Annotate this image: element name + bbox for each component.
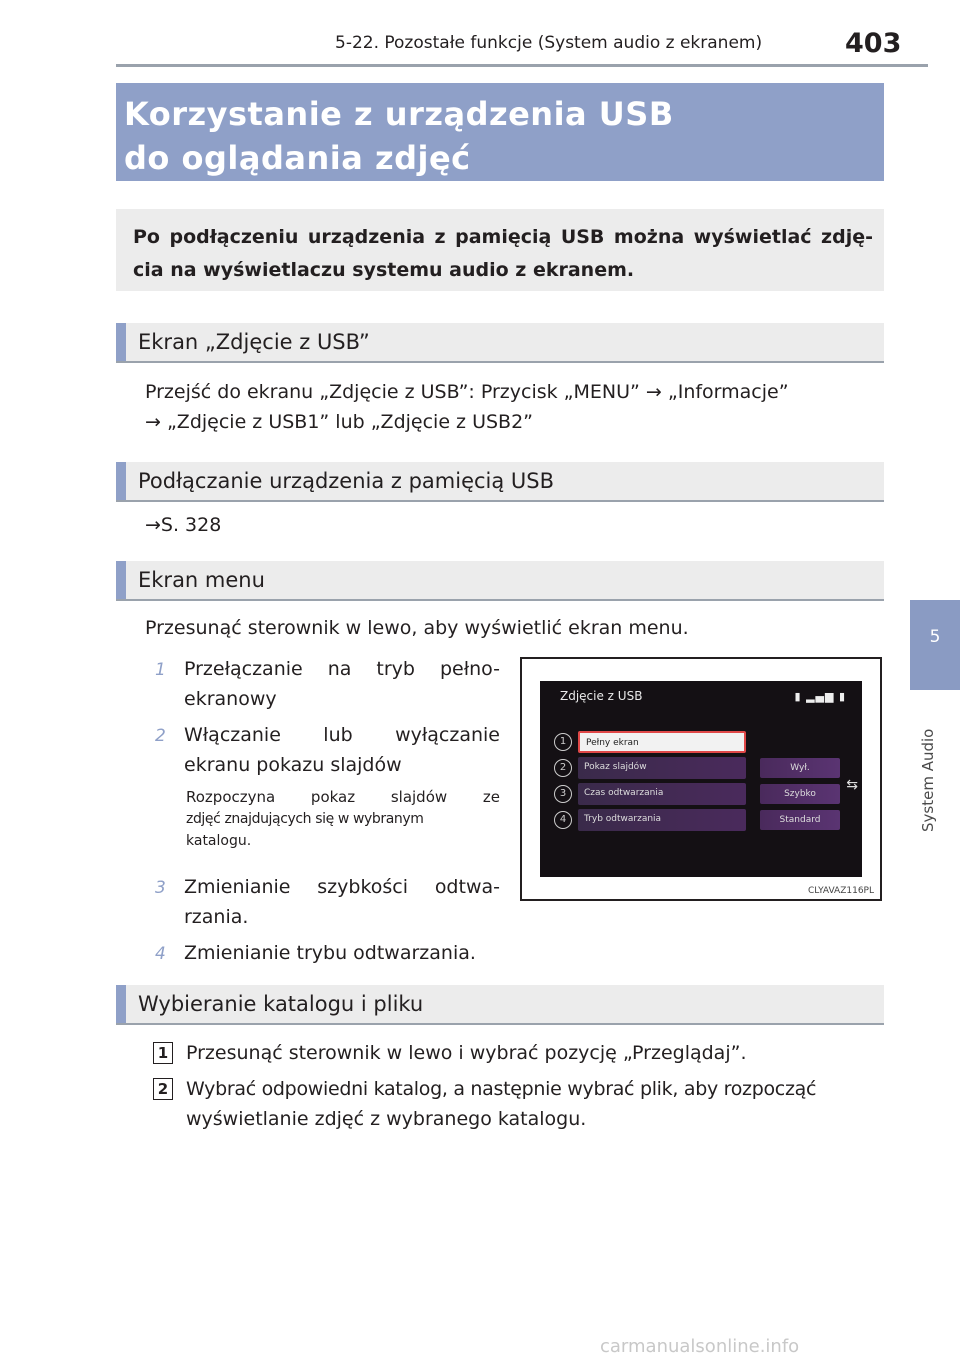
chapter-number: 5 <box>929 627 941 647</box>
section-heading-connecting <box>116 462 884 502</box>
browse-step-1: Przesunąć sterownik w lewo i wybrać pozycję „Przeglądaj”. <box>186 1042 747 1064</box>
status-icons: ▮ ▂▄▆ ▮ <box>794 690 846 703</box>
menu-item-slideshow <box>184 720 500 780</box>
screen-row-number: 1 <box>554 733 572 751</box>
usb-photo-screen-text-line1: Przejść do ekranu „Zdjęcie z USB”: Przycisk „MENU” → „Informacje” <box>145 381 789 403</box>
callout-number: 3 <box>155 878 166 898</box>
callout-number: 4 <box>155 944 166 964</box>
menu-item-note-line3: katalogu. <box>186 833 252 849</box>
header-rule <box>116 64 928 67</box>
section-heading-text: Wybieranie katalogu i pliku <box>138 992 424 1016</box>
illustration-code: CLYAVAZ116PL <box>807 886 874 896</box>
usb-photo-screen-text-line2: → „Zdjęcie z USB1” lub „Zdjęcie z USB2” <box>145 411 533 433</box>
screen-row-value: Standard <box>760 810 840 830</box>
screen-row-label: Tryb odtwarzania <box>578 809 746 831</box>
header-section-title: 5-22. Pozostałe funkcje (System audio z ekranem) <box>335 33 763 53</box>
menu-screen-text: Przesunąć sterownik w lewo, aby wyświetlić ekran menu. <box>145 617 689 639</box>
screen-row-playmode <box>554 809 836 831</box>
menu-item-note <box>186 786 500 852</box>
screen-row-value: Szybko <box>760 784 840 804</box>
browse-step-2 <box>186 1074 886 1134</box>
menu-item-line2: rzania. <box>184 906 249 928</box>
section-heading-usb-photo-screen <box>116 323 884 363</box>
callout-number: 2 <box>155 726 166 746</box>
screen-row-number: 3 <box>554 785 572 803</box>
display-screen <box>540 681 862 877</box>
screen-title: Zdjęcie z USB <box>560 689 643 703</box>
screen-row-label: Pokaz slajdów <box>578 757 746 779</box>
callout-number: 1 <box>155 660 166 680</box>
screen-row-number: 2 <box>554 759 572 777</box>
screen-row-speed <box>554 783 836 805</box>
menu-item-line1: Przełączanie na tryb pełno- <box>184 658 500 680</box>
page-number: 403 <box>845 28 902 59</box>
watermark: carmanualsonline.info <box>600 1336 800 1357</box>
menu-item-line2: ekranowy <box>184 688 277 710</box>
menu-item-line1: Włączanie lub wyłączanie <box>184 724 500 746</box>
page-title-line1: Korzystanie z urządzenia USB <box>124 95 674 133</box>
section-heading-text: Ekran menu <box>138 568 265 592</box>
menu-item-line2: ekranu pokazu slajdów <box>184 754 402 776</box>
chapter-label-text: System Audio <box>919 728 937 832</box>
screen-row-label: Pełny ekran <box>578 731 746 753</box>
menu-item-playmode <box>184 938 514 968</box>
screen-row-fullscreen <box>554 731 836 753</box>
usb-photo-screen-text <box>145 377 885 437</box>
section-heading-menu-screen <box>116 561 884 601</box>
section-heading-bar <box>116 561 126 599</box>
menu-item-line1: Zmienianie trybu odtwarzania. <box>184 942 476 964</box>
menu-screen-illustration <box>520 657 882 901</box>
menu-item-note-line2: zdjęć znajdujących się w wybranym <box>186 811 424 827</box>
page-title <box>124 92 674 180</box>
section-heading-bar <box>116 462 126 500</box>
menu-item-note-line1: Rozpoczyna pokaz slajdów ze <box>186 788 500 806</box>
screen-row-number: 4 <box>554 811 572 829</box>
screen-row-slideshow <box>554 757 836 779</box>
section-heading-browse <box>116 985 884 1025</box>
page-title-line2: do oglądania zdjęć <box>124 139 471 177</box>
menu-item-speed <box>184 872 500 932</box>
section-heading-text: Ekran „Zdjęcie z USB” <box>138 330 370 354</box>
menu-item-line1: Zmienianie szybkości odtwa- <box>184 876 500 898</box>
back-arrow-icon: ⇆ <box>846 777 858 793</box>
chapter-label <box>903 700 960 840</box>
screen-row-value: Wył. <box>760 758 840 778</box>
connecting-page-ref: →S. 328 <box>145 514 222 536</box>
section-heading-bar <box>116 323 126 361</box>
intro-text: Po podłączeniu urządzenia z pamięcią USB można wyświetlać zdję-cia na wyświetlaczu systemu audio z ekranem. <box>133 226 873 281</box>
section-heading-bar <box>116 985 126 1023</box>
browse-step-2-line2: wyświetlanie zdjęć z wybranego katalogu. <box>186 1108 587 1130</box>
section-heading-text: Podłączanie urządzenia z pamięcią USB <box>138 469 555 493</box>
screen-row-label: Czas odtwarzania <box>578 783 746 805</box>
menu-item-fullscreen <box>184 654 500 714</box>
step-number: 1 <box>153 1042 173 1064</box>
browse-step-2-line1: Wybrać odpowiedni katalog, a następnie wybrać plik, aby rozpocząć <box>186 1078 817 1100</box>
step-number: 2 <box>153 1078 173 1100</box>
